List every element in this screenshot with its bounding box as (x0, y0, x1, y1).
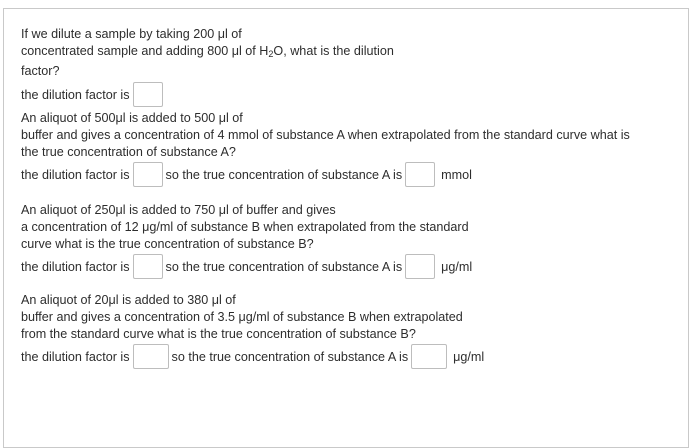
question-1-line-1: If we dilute a sample by taking 200 μl of (21, 27, 242, 41)
question-1-line-2 (21, 43, 394, 63)
question-1-line-2-text: concentrated sample and adding 800 μl of H (21, 44, 269, 58)
concentration-label: so the true concentration of substance A is (165, 259, 403, 274)
q2-concentration-input[interactable] (405, 162, 435, 187)
question-2-answer-row (21, 161, 630, 188)
h2o-subscript: 2 (268, 49, 274, 59)
question-1 (21, 26, 394, 108)
dilution-factor-label: the dilution factor is (21, 87, 130, 102)
question-3-line-2: a concentration of 12 μg/ml of substance B when extrapolated from the standard (21, 220, 469, 234)
question-1-line-3: factor? (21, 64, 60, 78)
question-2-line-1: An aliquot of 500μl is added to 500 μl of (21, 111, 243, 125)
question-4 (21, 292, 484, 370)
q4-dilution-factor-input[interactable] (133, 344, 169, 369)
question-4-line-3: from the standard curve what is the true concentration of substance B? (21, 327, 416, 341)
dilution-factor-label: the dilution factor is (21, 259, 130, 274)
q1-dilution-factor-input[interactable] (133, 82, 163, 107)
q3-concentration-input[interactable] (405, 254, 435, 279)
unit-label: mmol (441, 167, 472, 182)
question-3 (21, 202, 472, 280)
question-1-answer-row (21, 81, 394, 108)
question-2-line-3: the true concentration of substance A? (21, 145, 236, 159)
question-4-answer-row (21, 343, 484, 370)
dilution-factor-label: the dilution factor is (21, 167, 130, 182)
q4-concentration-input[interactable] (411, 344, 447, 369)
concentration-label: so the true concentration of substance A is (171, 349, 409, 364)
unit-label: μg/ml (453, 349, 485, 364)
question-2 (21, 110, 630, 188)
question-3-line-3: curve what is the true concentration of substance B? (21, 237, 314, 251)
question-panel (3, 8, 689, 448)
question-4-line-1: An aliquot of 20μl is added to 380 μl of (21, 293, 236, 307)
concentration-label: so the true concentration of substance A is (165, 167, 403, 182)
question-4-line-2: buffer and gives a concentration of 3.5 μg/ml of substance B when extrapolated (21, 310, 463, 324)
question-3-line-1: An aliquot of 250μl is added to 750 μl of buffer and gives (21, 203, 336, 217)
unit-label: μg/ml (441, 259, 473, 274)
q3-dilution-factor-input[interactable] (133, 254, 163, 279)
dilution-factor-label: the dilution factor is (21, 349, 130, 364)
q2-dilution-factor-input[interactable] (133, 162, 163, 187)
question-1-line-2-tail: O, what is the dilution (273, 44, 394, 58)
question-2-line-2: buffer and gives a concentration of 4 mmol of substance A when extrapolated from the standard curve what is (21, 128, 630, 142)
question-3-answer-row (21, 253, 472, 280)
